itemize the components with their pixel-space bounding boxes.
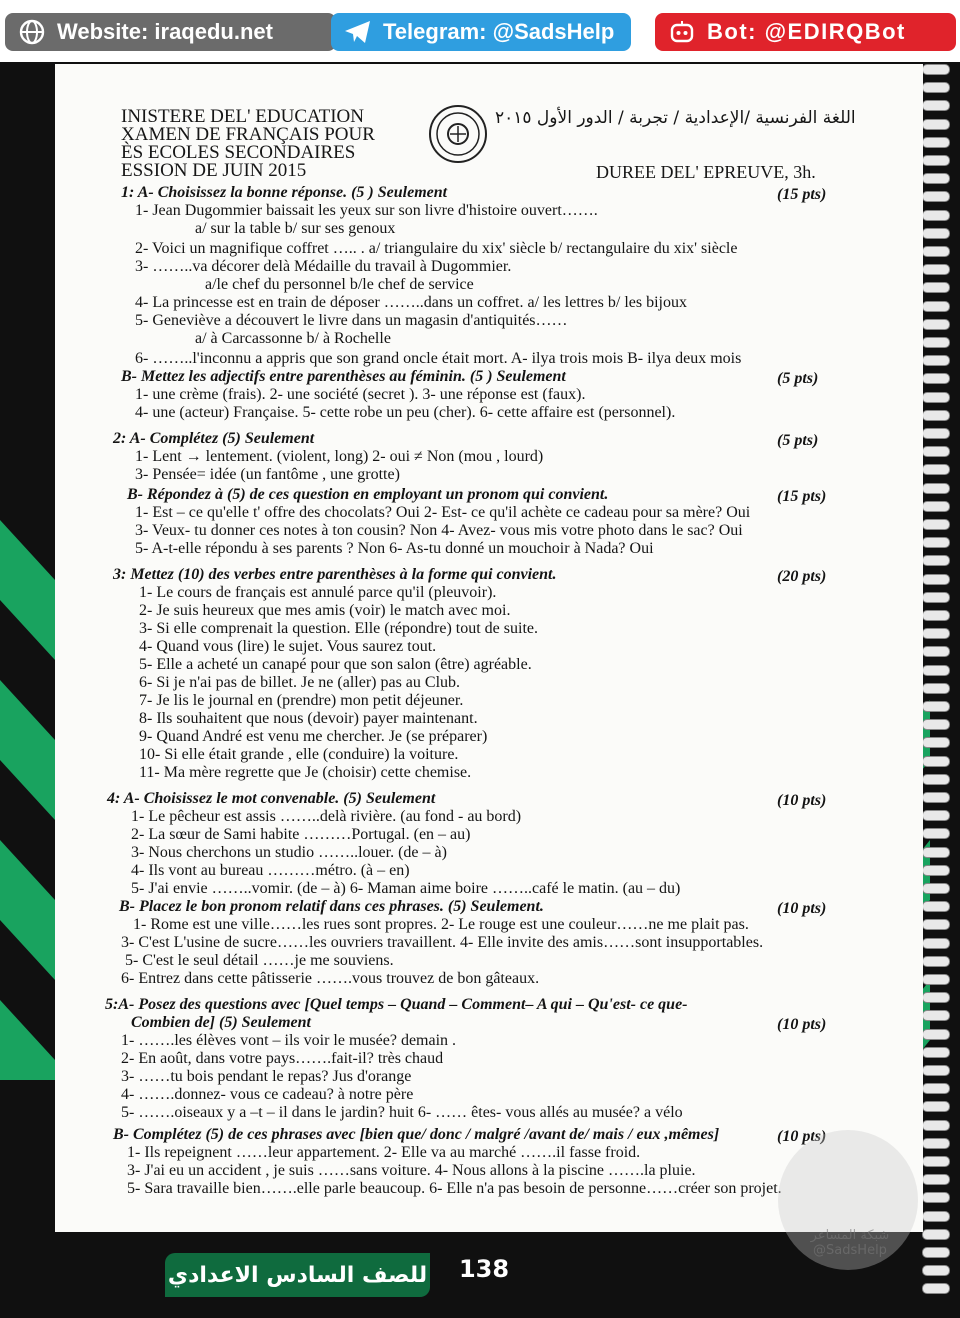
spiral-ring — [922, 628, 950, 639]
spiral-ring — [922, 64, 950, 75]
arabic-exam-title: اللغة الفرنسية /الإعدادية / تجربة / الدور الأول ٢٠١٥ — [495, 108, 856, 128]
question-line: 2- La sœur de Sami habite ………Portugal. (en – au) — [131, 826, 471, 843]
question-line: 4- Ils vont au bureau ………métro. (à – en) — [131, 862, 410, 879]
spiral-ring — [922, 592, 950, 603]
points-label: (20 pts) — [777, 568, 827, 585]
question-line: 1- Le cours de français est annulé parce qu'il (pleuvoir). — [139, 584, 497, 601]
question-line: 1- Est – ce qu'elle t' offre des chocolats? Oui 2- Est- ce qu'il achète ce cadeau pour sa mère? Oui — [135, 504, 751, 521]
spiral-ring — [922, 865, 950, 876]
question-line: 10- Si elle était grande , elle (conduire) la voiture. — [139, 746, 459, 763]
question-line: 3- ……tu bois pendant le repas? Jus d'orange — [121, 1068, 412, 1085]
exam-sheet — [55, 64, 923, 1232]
question-line: 6- ……..l'inconnu a appris que son grand oncle était mort. A- ilya trois mois B- ilya deux mois — [135, 350, 742, 367]
question-line: 2- Voici un magnifique coffret ….. . a/ triangulaire du xix' siècle b/ rectangulaire du xix' siècle — [135, 240, 738, 257]
question-line: 3- Veux- tu donner ces notes à ton cousin? Non 4- Avez- vous mis votre photo dans le sac? Oui — [135, 522, 743, 539]
spiral-ring — [922, 537, 950, 548]
question-line: 8- Ils souhaitent que nous (devoir) payer maintenant. — [139, 710, 478, 727]
robot-icon — [667, 17, 697, 47]
spiral-ring — [922, 828, 950, 839]
spiral-ring — [922, 555, 950, 566]
points-label: (10 pts) — [777, 792, 827, 809]
question-heading: 4: A- Choisissez le mot convenable. (5) Seulement — [107, 790, 436, 807]
website-badge[interactable] — [5, 13, 336, 51]
question-line: 1- Ils repeignent ……leur appartement. 2- Elle va au marché …….il fasse froid. — [127, 1144, 641, 1161]
spiral-ring — [922, 355, 950, 366]
question-line: 1- Lent → lentement. (violent, long) 2- oui ≠ Non (mou , lourd) — [135, 448, 544, 465]
spiral-ring — [922, 847, 950, 858]
question-heading: B- Placez le bon pronom relatif dans ces phrases. (5) Seulement. — [119, 898, 544, 915]
question-line: 5- A-t-elle répondu à ses parents ? Non 6- As-tu donné un mouchoir à Nada? Oui — [135, 540, 654, 557]
spiral-ring — [922, 1120, 950, 1131]
ministry-seal-icon — [428, 104, 488, 164]
watermark-text: شبكة المساعر @SadsHelp — [810, 1228, 890, 1258]
question-line: 5- C'est le seul détail ……je me souviens. — [125, 952, 394, 969]
question-heading: Combien de] (5) Seulement — [131, 1014, 311, 1031]
spiral-ring — [922, 737, 950, 748]
spiral-ring — [922, 428, 950, 439]
spiral-ring — [922, 974, 950, 985]
spiral-ring — [922, 191, 950, 202]
points-label: (10 pts) — [777, 1016, 827, 1033]
spiral-ring — [922, 683, 950, 694]
question-line: 1- Rome est une ville……les rues sont propres. 2- Le rouge est une couleur……ne me plait pas. — [133, 916, 749, 933]
question-line: 5- J'ai envie ……..vomir. (de – à) 6- Maman aime boire ……..café le matin. (au – du) — [131, 880, 681, 897]
question-line: 4- une (acteur) Française. 5- cette robe un peu (cher). 6- cette affaire est (personnel). — [135, 404, 676, 421]
spiral-ring — [922, 1211, 950, 1222]
spiral-ring — [922, 901, 950, 912]
spiral-ring — [922, 1192, 950, 1203]
question-line: a/le chef du personnel b/le chef de service — [205, 276, 474, 293]
question-line: 4- Quand vous (lire) le sujet. Vous saurez tout. — [139, 638, 437, 655]
ministry-header-line: ÈS ECOLES SECONDAIRES — [121, 142, 356, 163]
spiral-ring — [922, 483, 950, 494]
spiral-ring — [922, 883, 950, 894]
question-line: 1- Le pêcheur est assis ……..delà rivière. (au fond - au bord) — [131, 808, 522, 825]
spiral-ring — [922, 810, 950, 821]
question-heading: B- Répondez à (5) de ces question en employant un pronom qui convient. — [127, 486, 609, 503]
spiral-ring — [922, 100, 950, 111]
spiral-ring — [922, 464, 950, 475]
spiral-ring — [922, 774, 950, 785]
spiral-ring — [922, 992, 950, 1003]
spiral-ring — [922, 264, 950, 275]
spiral-ring — [922, 446, 950, 457]
spiral-ring — [922, 301, 950, 312]
spiral-ring — [922, 82, 950, 93]
question-line: 7- Je lis le journal en (prendre) mon petit déjeuner. — [139, 692, 464, 709]
question-line: a/ à Carcassonne b/ à Rochelle — [195, 330, 391, 347]
points-label: (5 pts) — [777, 432, 819, 449]
spiral-ring — [922, 1156, 950, 1167]
question-line: 6- Entrez dans cette pâtisserie …….vous trouvez de bon gâteaux. — [121, 970, 540, 987]
question-line: 5- Elle a acheté un canapé pour que son salon (être) agréable. — [139, 656, 532, 673]
spiral-ring — [922, 1101, 950, 1112]
page-number: 138 — [458, 1255, 510, 1283]
question-line: 3- J'ai eu un accident , je suis ……sans voiture. 4- Nous allons à la piscine …….la pluie. — [127, 1162, 696, 1179]
spiral-ring — [922, 519, 950, 530]
question-line: 5- Sara travaille bien…….elle parle beaucoup. 6- Elle n'a pas besoin de personne……créer son projet. — [127, 1180, 782, 1197]
question-line: 1- Jean Dugommier baissait les yeux sur son livre d'histoire ouvert……. — [135, 202, 598, 219]
spiral-ring — [922, 119, 950, 130]
points-label: (15 pts) — [777, 488, 827, 505]
spiral-ring — [922, 665, 950, 676]
spiral-ring — [922, 956, 950, 967]
spiral-ring — [922, 574, 950, 585]
spiral-ring — [922, 155, 950, 166]
top-banner — [0, 0, 960, 62]
spiral-ring — [922, 1265, 950, 1276]
spiral-ring — [922, 1174, 950, 1185]
question-line: 1- une crème (frais). 2- une société (secret ). 3- une réponse est (faux). — [135, 386, 586, 403]
spiral-ring — [922, 410, 950, 421]
website-text: Website: iraqedu.net — [57, 19, 273, 44]
spiral-ring — [922, 646, 950, 657]
ministry-header-line: ESSION DE JUIN 2015 — [121, 160, 307, 181]
points-label: (5 pts) — [777, 370, 819, 387]
spiral-ring — [922, 610, 950, 621]
spiral-ring — [922, 373, 950, 384]
spiral-ring — [922, 246, 950, 257]
question-line: 4- La princesse est en train de déposer ……..dans un coffret. a/ les lettres b/ les bijoux — [135, 294, 687, 311]
question-line: 3- Nous cherchons un studio ……..louer. (de – à) — [131, 844, 447, 861]
question-line: 6- Si je n'ai pas de billet. Je ne (aller) pas au Club. — [139, 674, 461, 691]
spiral-ring — [922, 1229, 950, 1240]
question-line: 11- Ma mère regrette que Je (choisir) cette chemise. — [139, 764, 472, 781]
question-line: 5- …….oiseaux y a –t – il dans le jardin? huit 6- …… êtes- vous allés au musée? a vélo — [121, 1104, 683, 1121]
bot-text: Bot: @EDIRQBot — [707, 19, 906, 44]
question-line: 3- Si elle comprenait la question. Elle (répondre) tout de suite. — [139, 620, 538, 637]
spiral-ring — [922, 719, 950, 730]
question-line: 2- En août, dans votre pays…….fait-il? très chaud — [121, 1050, 444, 1067]
question-line: 3- ……..va décorer delà Médaille du travail à Dugommier. — [135, 258, 512, 275]
spiral-ring — [922, 282, 950, 293]
telegram-badge[interactable] — [331, 13, 631, 51]
question-heading: B- Mettez les adjectifs entre parenthèses au féminin. (5 ) Seulement — [121, 368, 566, 385]
question-heading: 2: A- Complétez (5) Seulement — [113, 430, 315, 447]
spiral-ring — [922, 319, 950, 330]
bot-badge[interactable] — [655, 13, 956, 51]
ministry-header-line: XAMEN DE FRANÇAIS POUR — [121, 124, 375, 145]
spiral-ring — [922, 501, 950, 512]
spiral-ring — [922, 1010, 950, 1021]
spiral-ring — [922, 1283, 950, 1294]
spiral-ring — [922, 1247, 950, 1258]
spiral-ring — [922, 1065, 950, 1076]
spiral-ring — [922, 1083, 950, 1094]
ministry-header-line: INISTERE DEL' EDUCATION — [121, 106, 365, 127]
question-heading: 3: Mettez (10) des verbes entre parenthèses à la forme qui convient. — [113, 566, 557, 583]
question-line: 1- …….les élèves vont – ils voir le musée? demain . — [121, 1032, 457, 1049]
decorative-pattern-left — [0, 520, 55, 1080]
question-line: 4- …….donnez- vous ce cadeau? à notre père — [121, 1086, 414, 1103]
spiral-ring — [922, 228, 950, 239]
spiral-ring — [922, 792, 950, 803]
globe-icon — [17, 17, 47, 47]
spiral-ring — [922, 1047, 950, 1058]
class-label-banner: للصف السادس الاعدادي — [165, 1253, 430, 1297]
exam-duration: DUREE DEL' EPREUVE, 3h. — [596, 162, 816, 182]
question-line: 2- Je suis heureux que mes amis (voir) le match avec moi. — [139, 602, 511, 619]
question-line: 9- Quand André est venu me chercher. Je (se préparer) — [139, 728, 488, 745]
spiral-ring — [922, 1029, 950, 1040]
spiral-ring — [922, 137, 950, 148]
points-label: (15 pts) — [777, 186, 827, 203]
question-line: 3- Pensée= idée (un fantôme , une grotte) — [135, 466, 400, 483]
question-heading: 1: A- Choisissez la bonne réponse. (5 ) Seulement — [121, 184, 448, 201]
telegram-icon — [343, 17, 373, 47]
spiral-ring — [922, 919, 950, 930]
question-heading: 5:A- Posez des questions avec [Quel temps – Quand – Comment– A qui – Qu'est- ce que- — [105, 996, 688, 1013]
spiral-ring — [922, 210, 950, 221]
spiral-ring — [922, 173, 950, 184]
question-line: 5- Geneviève a découvert le livre dans un magasin d'antiquités…… — [135, 312, 568, 329]
spiral-ring — [922, 756, 950, 767]
telegram-text: Telegram: @SadsHelp — [383, 19, 615, 44]
spiral-ring — [922, 337, 950, 348]
question-line: 3- C'est L'usine de sucre……les ouvriers travaillent. 4- Elle invite des amis……sont insupportables. — [121, 934, 764, 951]
spiral-binding — [918, 64, 954, 1304]
question-heading: B- Complétez (5) de ces phrases avec [bien que/ donc / malgré /avant de/ mais / eux ,mêmes] — [113, 1126, 720, 1143]
points-label: (10 pts) — [777, 900, 827, 917]
spiral-ring — [922, 701, 950, 712]
spiral-ring — [922, 1138, 950, 1149]
points-label: (10 pts) — [777, 1128, 827, 1145]
spiral-ring — [922, 938, 950, 949]
question-line: a/ sur la table b/ sur ses genoux — [195, 220, 396, 237]
spiral-ring — [922, 392, 950, 403]
